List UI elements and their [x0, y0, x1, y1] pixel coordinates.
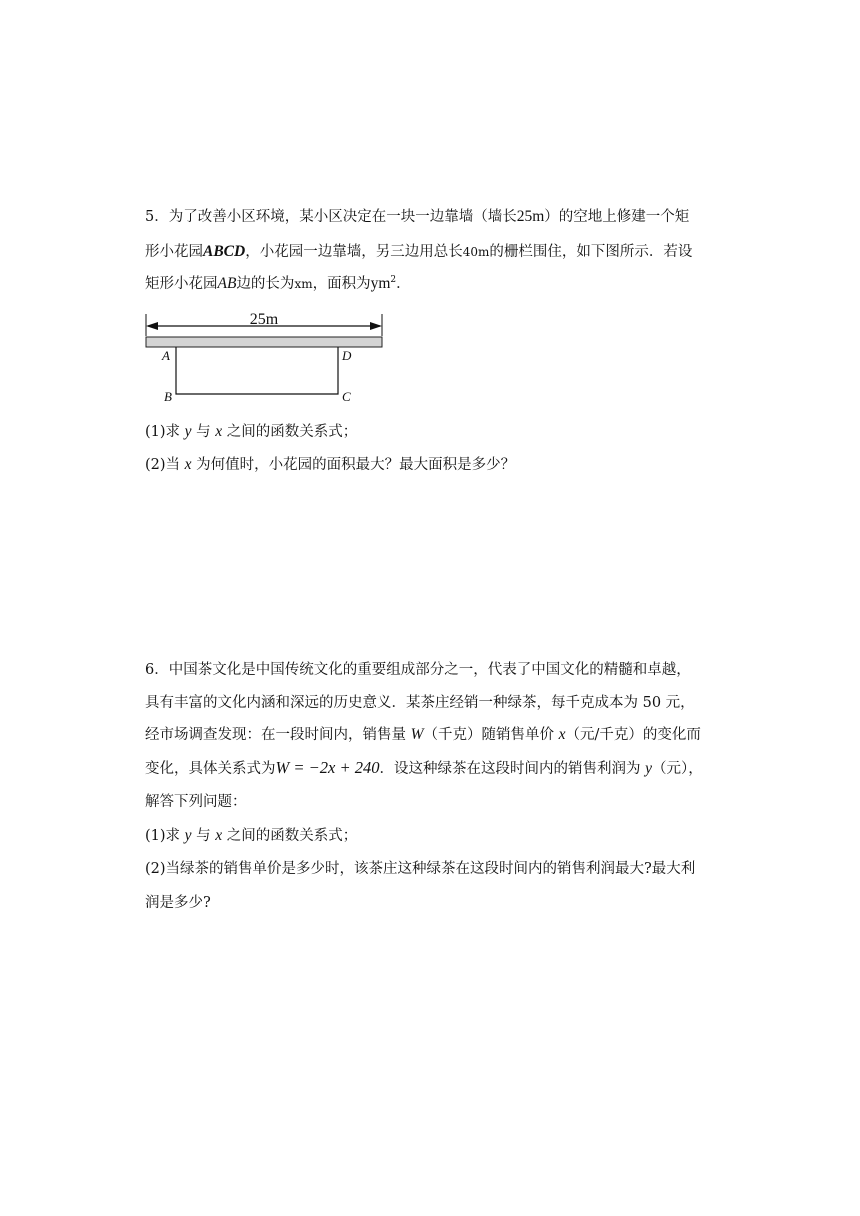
q5-line-1: 5．为了改善小区环境，某小区决定在一块一边靠墙（墙长25m）的空地上修建一个矩 [145, 208, 690, 225]
label-c: C [342, 389, 351, 404]
dim-arrow-head-left [146, 322, 158, 330]
q6-part-2-line-1: (2)当绿茶的销售单价是多少时，该茶庄这种绿茶在这段时间内的销售利润最大?最大利 [145, 861, 696, 877]
dim-arrow-head-right [370, 322, 382, 330]
q6-line-5: 解答下列问题： [145, 794, 247, 810]
q6-number: 6． [145, 662, 169, 678]
q6-part-2-line-2: 润是多少? [145, 895, 211, 911]
label-d: D [342, 348, 352, 363]
q6-line-4: 变化，具体关系式为W = −2x + 240．设这种绿茶在这段时间内的销售利润为 y（元）， [145, 758, 703, 777]
q5-line-2: 形小花园ABCD，小花园一边靠墙，另三边用总长40m的栅栏围住，如下图所示．若设 [145, 243, 693, 260]
q5-number: 5． [145, 209, 169, 225]
q5-part-1: (1)求 y 与 x 之间的函数关系式； [145, 423, 358, 440]
abcd-label: ABCD [203, 243, 246, 260]
label-a: A [162, 348, 170, 363]
fence-length: 40m [462, 245, 490, 259]
garden-figure [140, 312, 390, 404]
garden-rectangle [176, 347, 338, 394]
q5-line-3: 矩形小花园AB边的长为xm，面积为$ym^2$． [145, 275, 411, 292]
q6-line-2: 具有丰富的文化内涵和深远的历史意义．某茶庄经销一种绿茶，每千克成本为 50 元， [145, 695, 695, 711]
wall-length: 25m [516, 208, 545, 225]
formula: W = −2x + 240 [275, 758, 380, 777]
q6-part-1: (1)求 y 与 x 之间的函数关系式； [145, 827, 358, 844]
q6-line-3: 经市场调查发现：在一段时间内，销售量 W（千克）随销售单价 x（元/千克）的变化而 [145, 726, 701, 743]
q6-line-1: 6．中国茶文化是中国传统文化的重要组成部分之一，代表了中国文化的精髓和卓越， [145, 662, 691, 678]
wall [146, 337, 382, 347]
dim-label: 25m [249, 312, 279, 328]
label-b: B [164, 389, 172, 404]
q5-part-2: (2)当 x 为何值时，小花园的面积最大？最大面积是多少？ [145, 456, 516, 473]
